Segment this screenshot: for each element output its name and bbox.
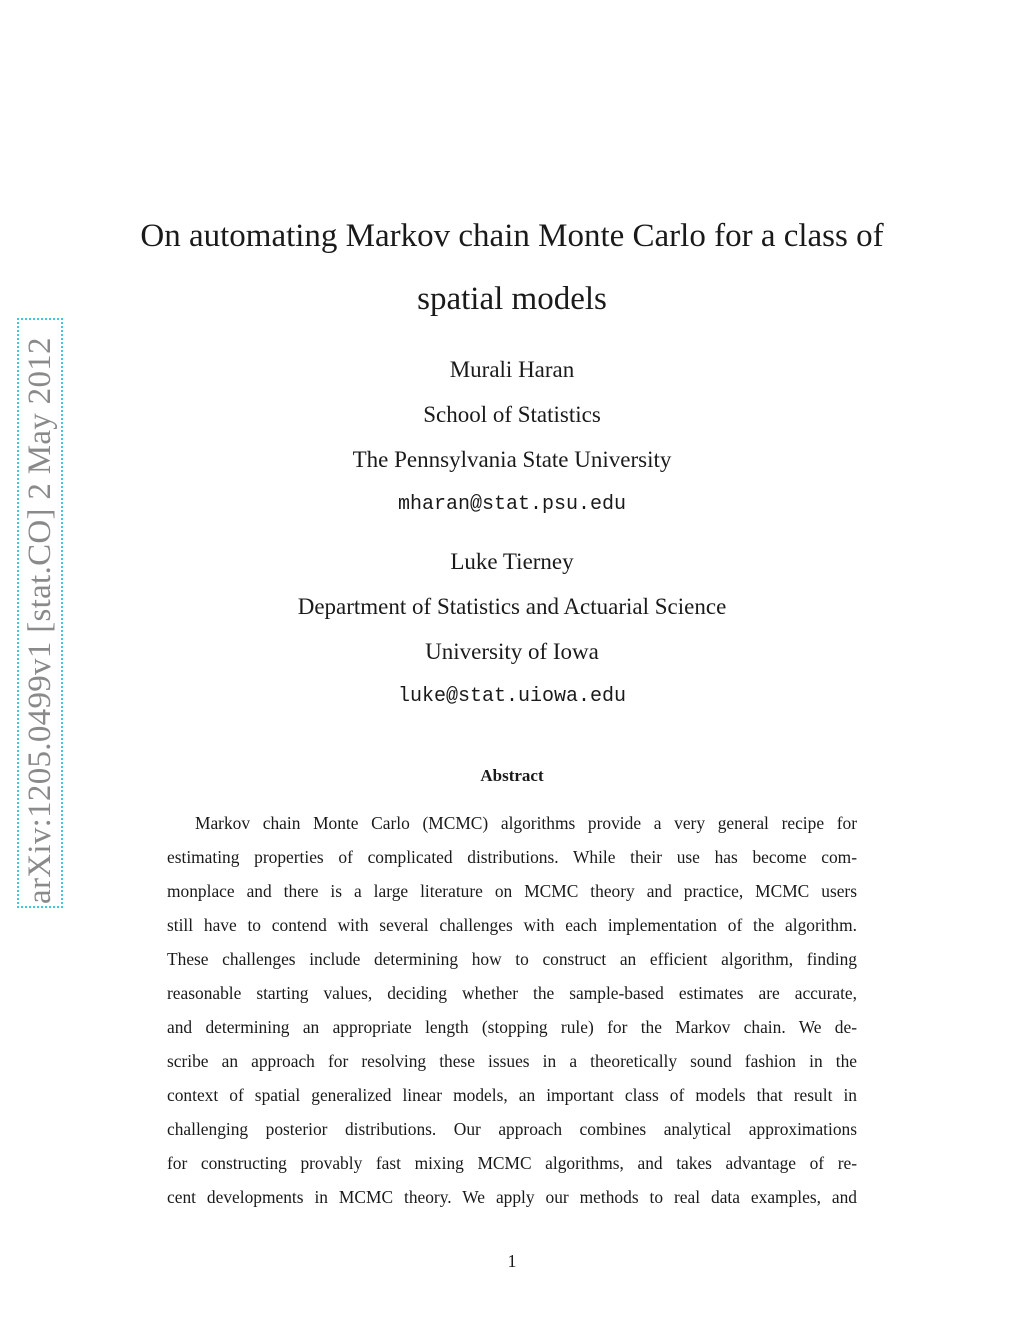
title-line-2: spatial models [417, 281, 607, 317]
author-email: luke@stat.uiowa.edu [397, 685, 627, 708]
abstract-body [167, 806, 857, 1214]
author-block-haran [200, 347, 824, 527]
page-number: 1 [507, 1251, 517, 1271]
arxiv-identifier: arXiv:1205.0499v1 [stat.CO] 2 May 2012 [22, 337, 58, 904]
abstract-heading: Abstract [480, 766, 544, 785]
author-institution: University of Iowa [425, 639, 599, 664]
author-name: Luke Tierney [450, 549, 574, 574]
abstract-line: and determining an appropriate length (stopping rule) for the Markov chain. We de- [167, 1017, 857, 1037]
abstract-line: still have to contend with several challenges with each implementation of the algorithm. [167, 915, 857, 935]
abstract-line: context of spatial generalized linear models, an important class of models that result in [167, 1085, 857, 1105]
author-email: mharan@stat.psu.edu [397, 493, 627, 516]
author-name: Murali Haran [449, 357, 575, 382]
author-department: School of Statistics [423, 402, 601, 427]
abstract-line: estimating properties of complicated distributions. While their use has become com- [167, 847, 857, 867]
abstract-line: challenging posterior distributions. Our approach combines analytical approximations [167, 1119, 857, 1139]
abstract-line: scribe an approach for resolving these issues in a theoretically sound fashion in the [167, 1051, 857, 1071]
abstract-line: for constructing provably fast mixing MCMC algorithms, and takes advantage of re- [167, 1153, 857, 1173]
abstract-line: reasonable starting values, deciding whether the sample-based estimates are accurate, [167, 983, 857, 1003]
author-block-tierney [200, 539, 824, 719]
abstract-line: Markov chain Monte Carlo (MCMC) algorithms provide a very general recipe for [195, 813, 857, 833]
title-line-1: On automating Markov chain Monte Carlo for a class of [140, 218, 884, 254]
abstract-line: These challenges include determining how to construct an efficient algorithm, finding [167, 949, 857, 969]
author-department: Department of Statistics and Actuarial Science [297, 594, 727, 619]
abstract-line: monplace and there is a large literature on MCMC theory and practice, MCMC users [167, 881, 857, 901]
author-institution: The Pennsylvania State University [352, 447, 672, 472]
abstract-line: cent developments in MCMC theory. We apply our methods to real data examples, and [167, 1187, 857, 1207]
paper-title [110, 205, 914, 331]
